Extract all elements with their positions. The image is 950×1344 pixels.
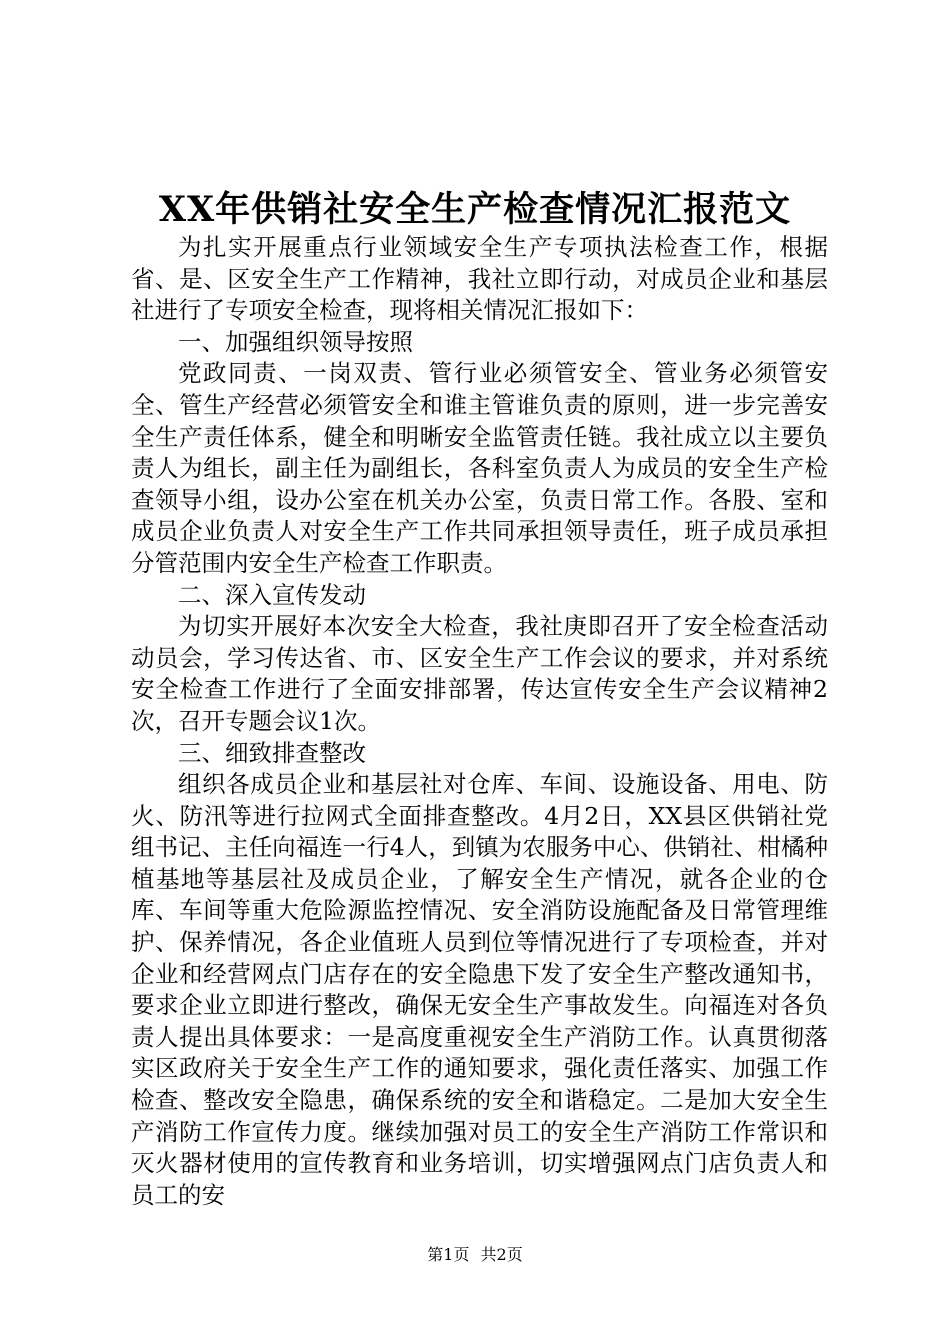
document-title: XX年供销社安全生产检查情况汇报范文 <box>158 189 792 230</box>
section-heading-2: 二、深入宣传发动 <box>178 580 366 609</box>
page-number: 第1页 <box>427 1245 470 1264</box>
section-heading-1: 一、加强组织领导按照 <box>178 327 413 356</box>
document-body <box>131 232 828 1211</box>
section-paragraph-3: 组织各成员企业和基层社对仓库、车间、设施设备、用电、防火、防汛等进行拉网式全面排查整改。4月2日，XX县区供销社党组书记、主任向福连一行4人，到镇为农服务中心、供销社、柑橘种植基地等基层社及成员企业，了解安全生产情况，就各企业的仓库、车间等重大危险源监控情况、安全消防设施配备及日常管理维护、保养情况，各企业值班人员到位等情况进行了专项检查，并对企业和经营网点门店存在的安全隐患下发了安全生产整改通知书，要求企业立即进行整改，确保无安全生产事故发生。向福连对各负责人提出具体要求：一是高度重视安全生产消防工作。认真贯彻落实区政府关于安全生产工作的通知要求，强化责任落实、加强工作检查、整改安全隐患，确保系统的安全和谐稳定。二是加大安全生产消防工作宣传力度。继续加强对员工的安全生产消防工作常识和灭火器材使用的宣传教育和业务培训，切实增强网点门店负责人和员工的安 <box>131 770 828 1209</box>
page-footer <box>0 1244 950 1266</box>
section-paragraph-2: 为切实开展好本次安全大检查，我社庚即召开了安全检查活动动员会，学习传达省、市、区安全生产工作会议的要求，并对系统安全检查工作进行了全面安排部署，传达宣传安全生产会议精神2次，召开专题会议1次。 <box>131 612 828 735</box>
page-total: 共2页 <box>480 1245 523 1264</box>
intro-paragraph: 为扎实开展重点行业领域安全生产专项执法检查工作，根据省、是、区安全生产工作精神，我社立即行动，对成员企业和基层社进行了专项安全检查，现将相关情况汇报如下： <box>131 233 828 325</box>
section-paragraph-1: 党政同责、一岗双责、管行业必须管安全、管业务必须管安全、管生产经营必须管安全和谁主管谁负责的原则，进一步完善安全生产责任体系，健全和明晰安全监管责任链。我社成立以主要负责人为组长，副主任为副组长，各科室负责人为成员的安全生产检查领导小组，设办公室在机关办公室，负责日常工作。各股、室和成员企业负责人对安全生产工作共同承担领导责任，班子成员承担分管范围内安全生产检查工作职责。 <box>131 359 828 577</box>
section-heading-3: 三、细致排查整改 <box>178 738 366 767</box>
